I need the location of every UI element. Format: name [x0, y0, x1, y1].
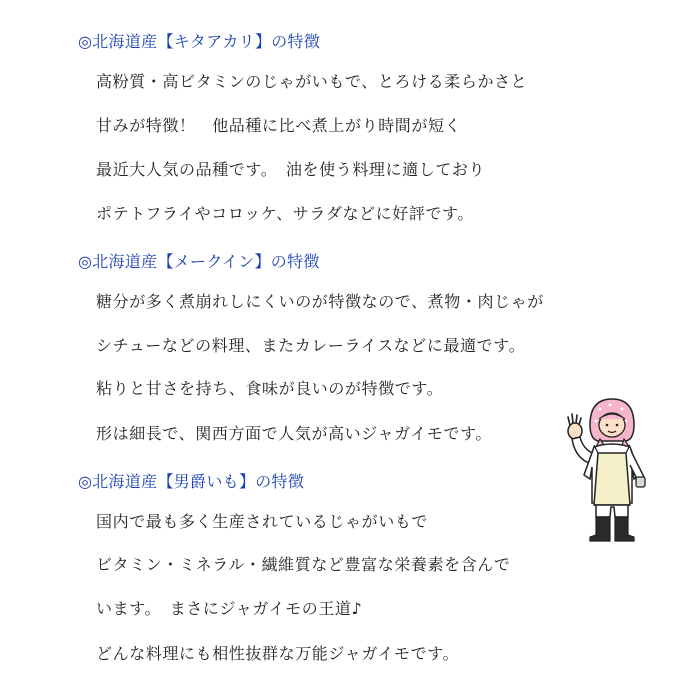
danshaku-line-1: 国内で最も多く生産されているじゃがいもで	[96, 512, 429, 531]
danshaku-line-2: ビタミン・ミネラル・繊維質など豊富な栄養素を含んで	[96, 555, 511, 574]
danshaku-line-4: どんな料理にも相性抜群な万能ジャガイモです。	[96, 644, 460, 663]
mayqueen-line-3: 粘りと甘さを持ち、食味が良いのが特徴です。	[96, 379, 444, 398]
kitaakari-line-3: 最近大人気の品種です。 油を使う料理に適しており	[96, 160, 486, 179]
kitaakari-line-2: 甘みが特徴！ 他品種に比べ煮上がり時間が短く	[96, 116, 462, 135]
mayqueen-line-1: 糖分が多く煮崩れしにくいのが特徴なので、煮物・肉じゃが	[96, 292, 544, 311]
kitaakari-line-4: ポテトフライやコロッケ、サラダなどに好評です。	[96, 204, 474, 223]
danshaku-line-3: います。 まさにジャガイモの王道♪	[96, 599, 363, 618]
farmer-woman-waving-icon	[560, 395, 650, 545]
mayqueen-line-2: シチューなどの料理、またカレーライスなどに最適です。	[96, 336, 526, 355]
section-heading-mayqueen: ◎北海道産【メークイン】の特徴	[78, 252, 320, 271]
mayqueen-line-4: 形は細長で、関西方面で人気が高いジャガイモです。	[96, 424, 493, 443]
kitaakari-line-1: 高粉質・高ビタミンのじゃがいもで、とろける柔らかさと	[96, 72, 528, 91]
section-heading-danshaku: ◎北海道産【男爵いも】の特徴	[78, 472, 305, 491]
section-heading-kitaakari: ◎北海道産【キタアカリ】の特徴	[78, 32, 321, 51]
